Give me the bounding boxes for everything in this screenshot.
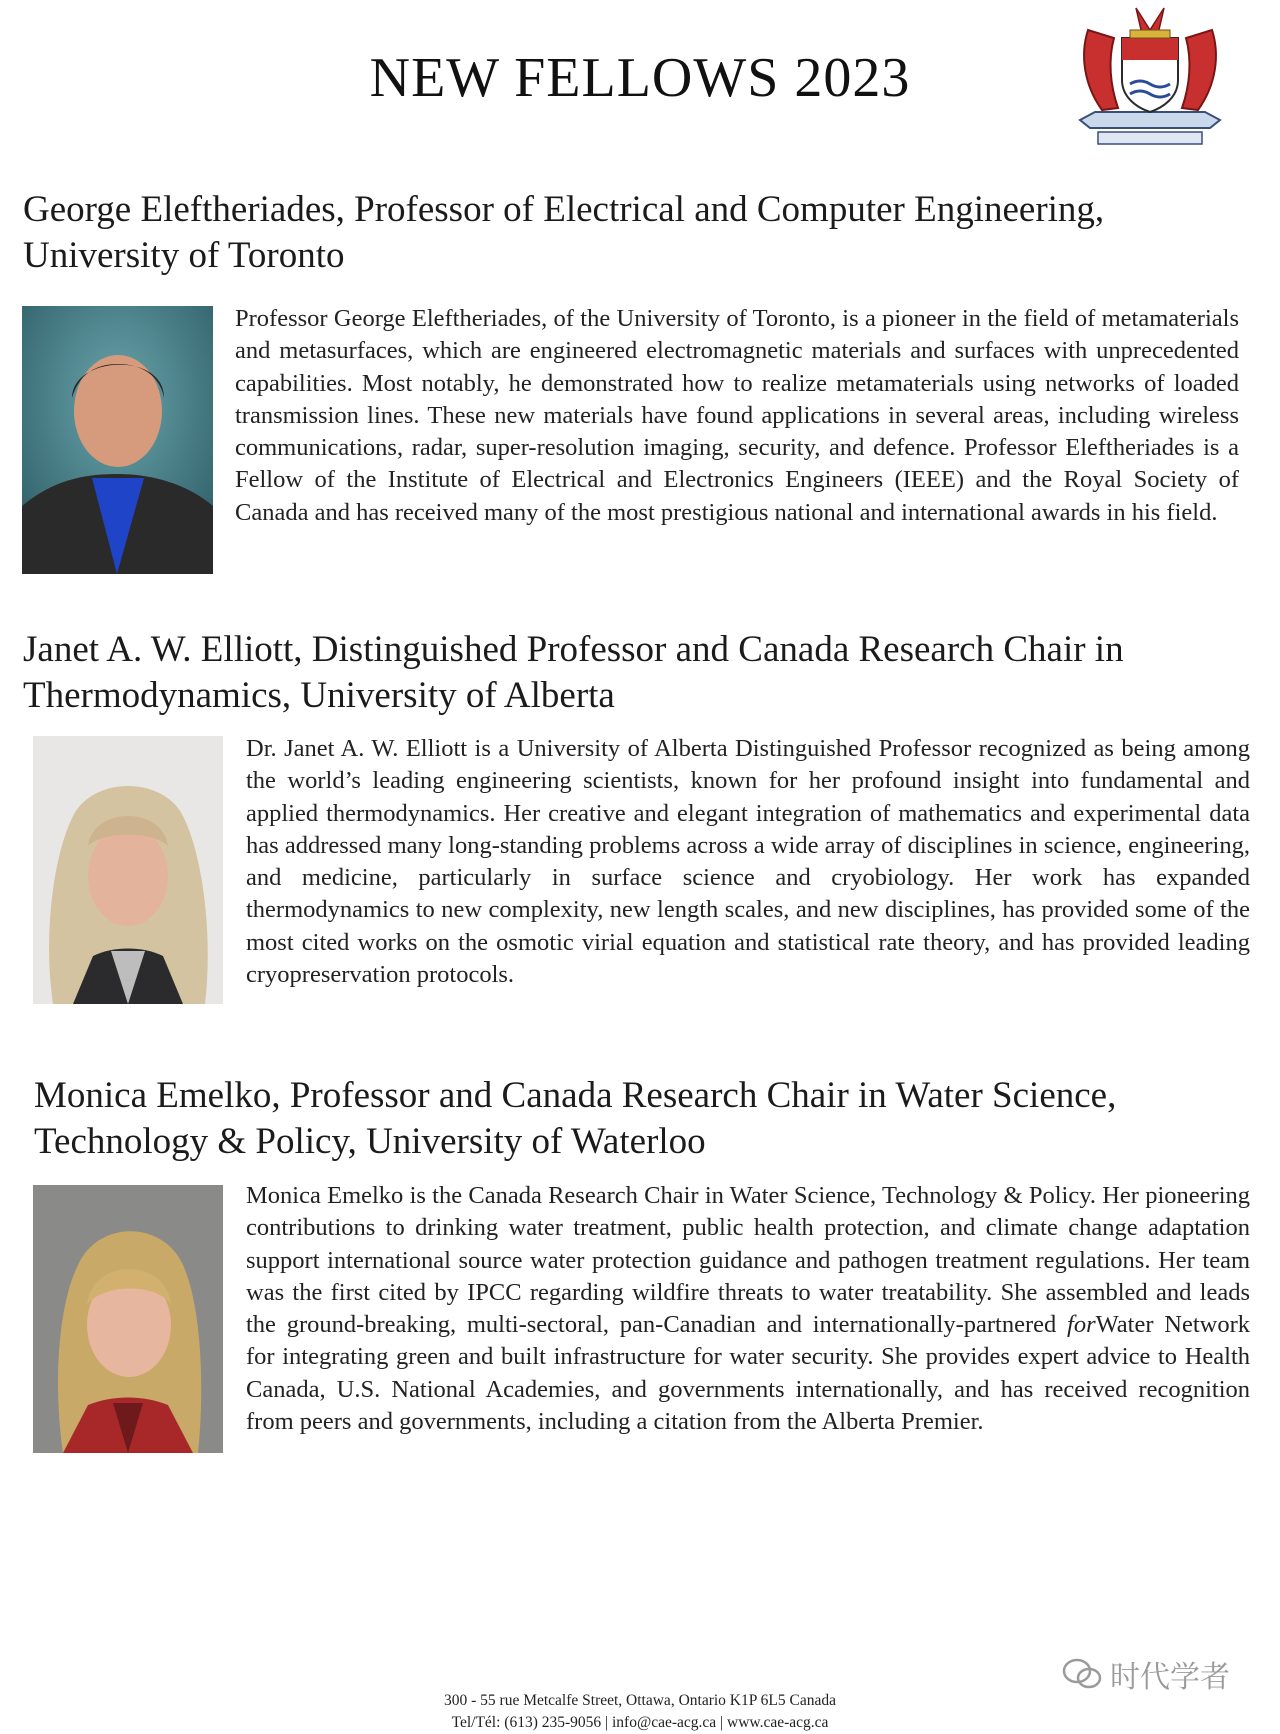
portrait-photo	[33, 1185, 223, 1453]
portrait-photo	[22, 306, 213, 574]
footer-address: 300 - 55 rue Metcalfe Street, Ottawa, Ontario K1P 6L5 Canada	[444, 1692, 836, 1709]
fellow-bio-text: Water Network for integrating green and built infrastructure for water security. She provides expert advice to Health Canada, U.S. National Academies, and governments internationally, and has received recognition from peers and governments, including a citation from the Alberta Premier.	[246, 1311, 1250, 1436]
fellow-heading	[34, 1073, 1116, 1165]
portrait-photo	[33, 736, 223, 1004]
fellow-bio: Professor George Eleftheriades, of the University of Toronto, is a pioneer in the field of metamaterials and metasurfaces, which are engineered electromagnetic materials and surfaces with unprecedented capabilities. Most notably, he demonstrated how to realize metamaterials using networks of loaded transmission lines. These new materials have found applications in several areas, including wireless communications, radar, super-resolution imaging, security, and defence. Professor Eleftheriades is a Fellow of the Institute of Electrical and Electronics Engineers (IEEE) and the Royal Society of Canada and has received many of the most prestigious national and international awards in his field.	[235, 305, 1239, 526]
fellow-bio-text: Monica Emelko is the Canada Research Chair in Water Science, Technology & Policy. Her pioneering contributions to drinking water treatment, public health protection, and climate change adaptation support international source water protection guidance and pathogen treatment regulations. Her team was the first cited by IPCC regarding wildfire threats to water treatability. She assembled and leads the ground-breaking, multi-sectoral, pan-Canadian and internationally-partnered	[246, 1182, 1250, 1339]
fellow-heading	[23, 627, 1124, 719]
fellow-bio-italic: for	[1067, 1311, 1096, 1339]
watermark-text: 时代学者	[1110, 1660, 1230, 1695]
fellow-heading-line: Monica Emelko, Professor and Canada Research Chair in Water Science,	[34, 1075, 1117, 1116]
fellow-heading	[23, 187, 1104, 279]
page-title: NEW FELLOWS 2023	[369, 47, 911, 109]
fellow-heading-line: University of Toronto	[23, 235, 345, 276]
footer-contact: Tel/Tél: (613) 235-9056 | info@cae-acg.ca | www.cae-acg.ca	[451, 1714, 829, 1731]
fellow-heading-line: Thermodynamics, University of Alberta	[23, 675, 615, 716]
fellow-heading-line: Technology & Policy, University of Waterloo	[34, 1121, 706, 1162]
fellow-heading-line: George Eleftheriades, Professor of Electrical and Computer Engineering,	[23, 189, 1105, 230]
wechat-icon	[1062, 1657, 1102, 1691]
crest-logo	[1070, 0, 1230, 150]
fellow-heading-line: Janet A. W. Elliott, Distinguished Professor and Canada Research Chair in	[23, 629, 1124, 670]
fellow-bio: Dr. Janet A. W. Elliott is a University of Alberta Distinguished Professor recognized as being among the world’s leading engineering scientists, known for her profound insight into fundamental and applied thermodynamics. Her creative and elegant integration of mathematics and experimental data has addressed many long-standing problems across a wide array of disciplines in science, engineering, and medicine, particularly in surface science and cryobiology. Her work has expanded thermodynamics to new complexity, new length scales, and new disciplines, has provided some of the most cited works on the osmotic virial equation and statistical rate theory, and has provided leading cryopreservation protocols.	[246, 735, 1250, 989]
footer	[0, 1690, 1280, 1734]
fellow-bio	[246, 1180, 1250, 1438]
